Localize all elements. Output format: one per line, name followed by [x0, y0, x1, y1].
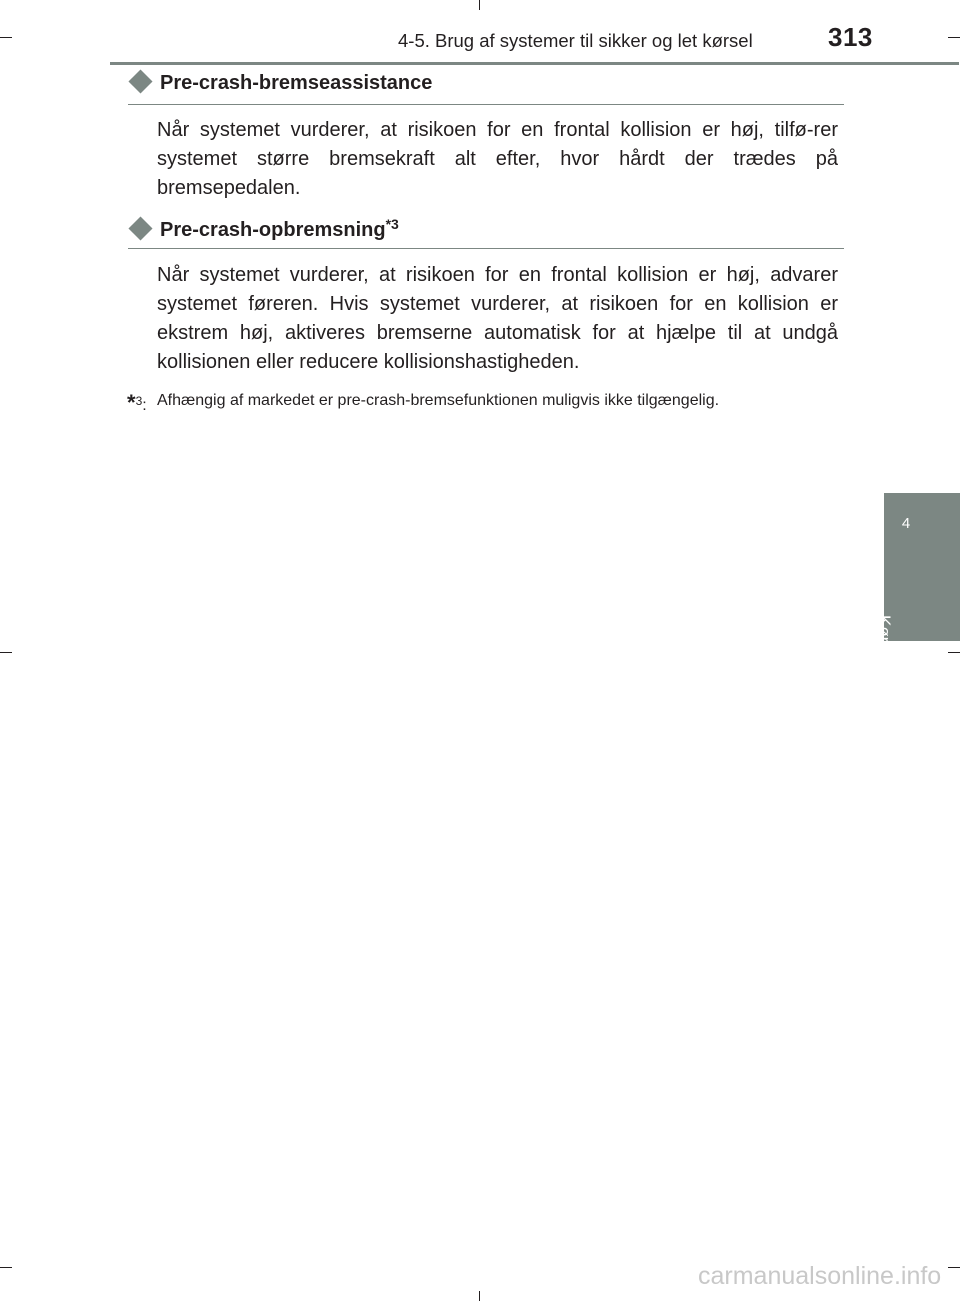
header-divider [110, 62, 959, 65]
crop-mark [0, 37, 12, 38]
section-heading [128, 72, 432, 104]
chapter-tab [875, 493, 960, 665]
chapter-label: Kørsel [875, 615, 894, 665]
crop-mark [479, 0, 480, 10]
diamond-bullet-icon [128, 216, 152, 240]
footnote-reference: *3 [385, 216, 399, 232]
footnote [127, 389, 838, 413]
heading-text: Pre-crash-opbremsning [160, 219, 386, 241]
footnote-marker: *$^3$: [127, 390, 147, 415]
crop-mark [479, 1291, 480, 1301]
watermark: carmanualsonline.info [698, 1262, 942, 1290]
section-heading [128, 216, 399, 248]
body-paragraph: Når systemet vurderer, at risikoen for en frontal kollision er høj, tilfø-rer systemet større bremsekraft alt efter, hvor hårdt der trædes på bremsepedalen. [157, 119, 838, 199]
page-number: 313 [828, 22, 873, 52]
footnote-text: Afhængig af markedet er pre-crash-bremsefunktionen muligvis ikke tilgængelig. [157, 392, 720, 409]
section-title: 4-5. Brug af systemer til sikker og let kørsel [398, 30, 753, 51]
heading-divider [128, 248, 844, 249]
body-paragraph: Når systemet vurderer, at risikoen for en frontal kollision er høj, advarer systemet føreren. Hvis systemet vurderer, at risikoen for en kollision er ekstrem høj, aktiveres bremserne automatisk for at hjælpe til at undgå kollisionen eller reducere kollisionshastigheden. [157, 264, 838, 373]
crop-mark [0, 1267, 12, 1268]
chapter-number: 4 [901, 515, 911, 532]
crop-mark [948, 1267, 960, 1268]
heading-divider [128, 104, 844, 105]
diamond-bullet-icon [128, 69, 152, 93]
crop-mark [948, 37, 960, 38]
crop-mark [0, 652, 12, 653]
crop-mark [948, 652, 960, 653]
heading-text: Pre-crash-bremseassistance [160, 72, 433, 94]
